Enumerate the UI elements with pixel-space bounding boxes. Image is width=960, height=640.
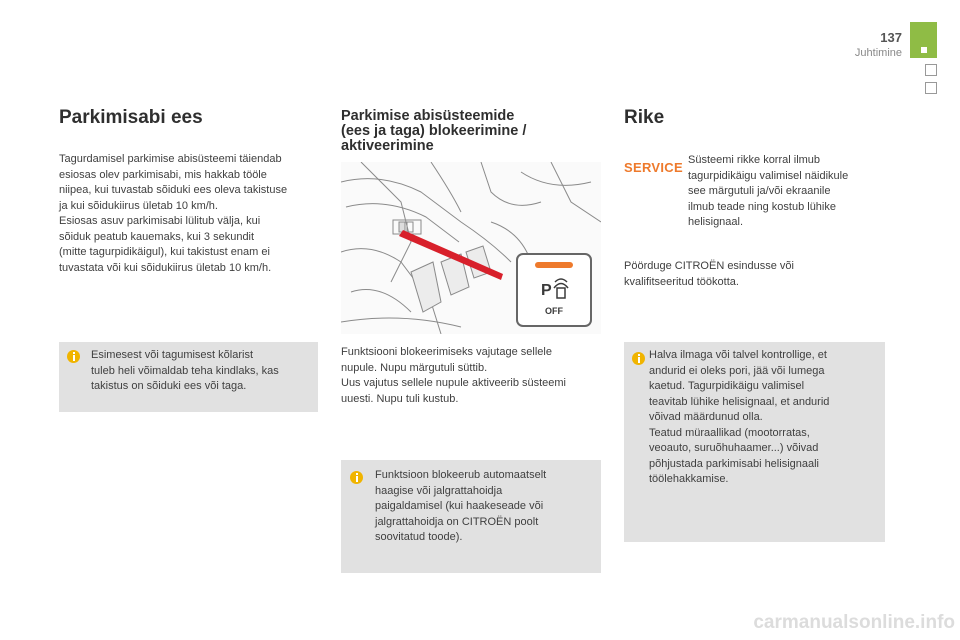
info-note-speaker [59,342,318,412]
info-icon [67,350,80,363]
info-icon [632,352,645,365]
deactivation-body: Funktsiooni blokeerimiseks vajutage sellele nupule. Nupu märgutuli süttib. Uus vajutus sellele nupule aktiveerib süsteemi uuesti. Nupu tuli kustub. [341,346,567,405]
fault-service-text: Süsteemi rikke korral ilmub tagurpidikäigu valimisel näidikule see märgutuli ja/või ekraanile ilmub teade ning kostub lühike helisignaal. [688,154,849,228]
fault-body: Pöörduge CITROËN esindusse või kvalifitseeritud töökotta. [624,260,794,288]
watermark: carmanualsonline.info [753,612,955,633]
chapter-tab-active[interactable] [910,22,937,58]
chapter-tab[interactable] [925,64,937,76]
tab-marker-icon [921,47,927,53]
dashboard-illustration [341,162,601,334]
service-warning-icon: SERVICE [624,160,683,175]
off-button-label: OFF [545,306,563,316]
info-note-text: Funktsioon blokeerub automaatselt haagise või jalgrattahoidja paigaldamisel (kui haakeseade või jalgrattahoidja on CITROËN poolt soovitatud toode). [375,469,547,543]
info-note-text: Esimesest või tagumisest kõlarist tuleb heli võimaldab teha kindlaks, kas takistus on sõiduki ees või taga. [91,349,279,392]
chapter-tab[interactable] [925,82,937,94]
section-title-fault: Rike [624,107,665,128]
svg-text:P: P [541,282,552,299]
front-parking-body: Tagurdamisel parkimise abisüsteemi täiendab esiosas olev parkimisabi, mis hakkab tööle niipea, kui tuvastab sõiduki ees oleva takistuse ja kui sõidukiirus ületab 10 km/h. Esiosas asuv parkimisabi lülitub välja, kui sõiduk peatub kauemaks, kui 3 sekundit (mitte tagurpidikäigul), kui takistust enam ei tuvastata või kui sõidukiirus ületab 10 km/h. [59,153,288,274]
info-note-towbar [341,460,601,573]
section-title-front-parking: Parkimisabi ees [59,107,203,128]
page-number: 137 [880,30,902,45]
info-icon [350,471,363,484]
info-note-sensors [624,342,885,542]
info-note-text: Halva ilmaga või talvel kontrollige, et andurid ei oleks pori, jää või lumega kaetud. Tagurpidikäigu valimisel teavitab lühike helisignaal, et andurid võivad määrdunud olla. Teatud müraallikad (mootorratas, veoauto, suruõhuhaamer...) võivad põhjustada parkimisabi helisignaali töölehakkamise. [649,349,830,485]
section-title-deactivation: Parkimise abisüsteemide (ees ja taga) blokeerimine / aktiveerimine [341,108,527,154]
chapter-title: Juhtimine [854,47,902,59]
